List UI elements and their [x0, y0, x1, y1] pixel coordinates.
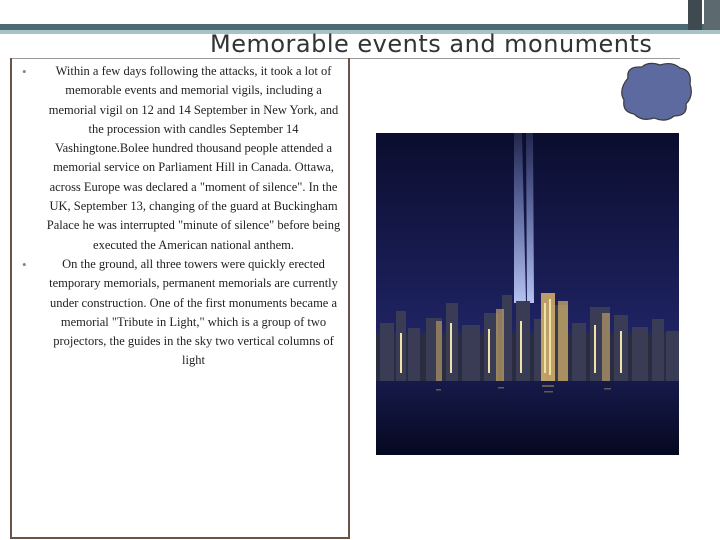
- bullet-item: [20, 62, 345, 255]
- bullet-text: On the ground, all three towers were quickly erected temporary memorials, permanent memorials are currently under construction. One of the first monuments became a memorial "Tribute in Light," which is a group of two projectors, the guides in the sky two vertical columns of light: [49, 256, 338, 368]
- top-decorative-band: [0, 0, 720, 32]
- bullet-marker-icon: •: [22, 256, 27, 272]
- tribute-in-light-photo: [376, 133, 679, 455]
- bullet-text: Within a few days following the attacks, it took a lot of memorable events and memorial vigils, including a memorial vigil on 12 and 14 September in New York, and the procession with candles September 14 Vashingtone.Bolee hundred thousand people attended a memorial service on Parliament Hill in Canada. Ottawa, across Europe was declared a "moment of silence". In the UK, September 13, changing of the guard at Buckingham Palace he was interrupted "minute of silence" before being executed the American national anthem.: [46, 64, 341, 252]
- bullet-list: [20, 62, 345, 371]
- cloud-shape-icon: [616, 60, 696, 124]
- bullet-marker-icon: •: [22, 64, 27, 79]
- band-corner-block: [688, 0, 702, 30]
- bullet-item: [20, 255, 345, 371]
- band-corner-block: [704, 0, 720, 30]
- slide-title: Memorable events and monuments: [210, 30, 653, 58]
